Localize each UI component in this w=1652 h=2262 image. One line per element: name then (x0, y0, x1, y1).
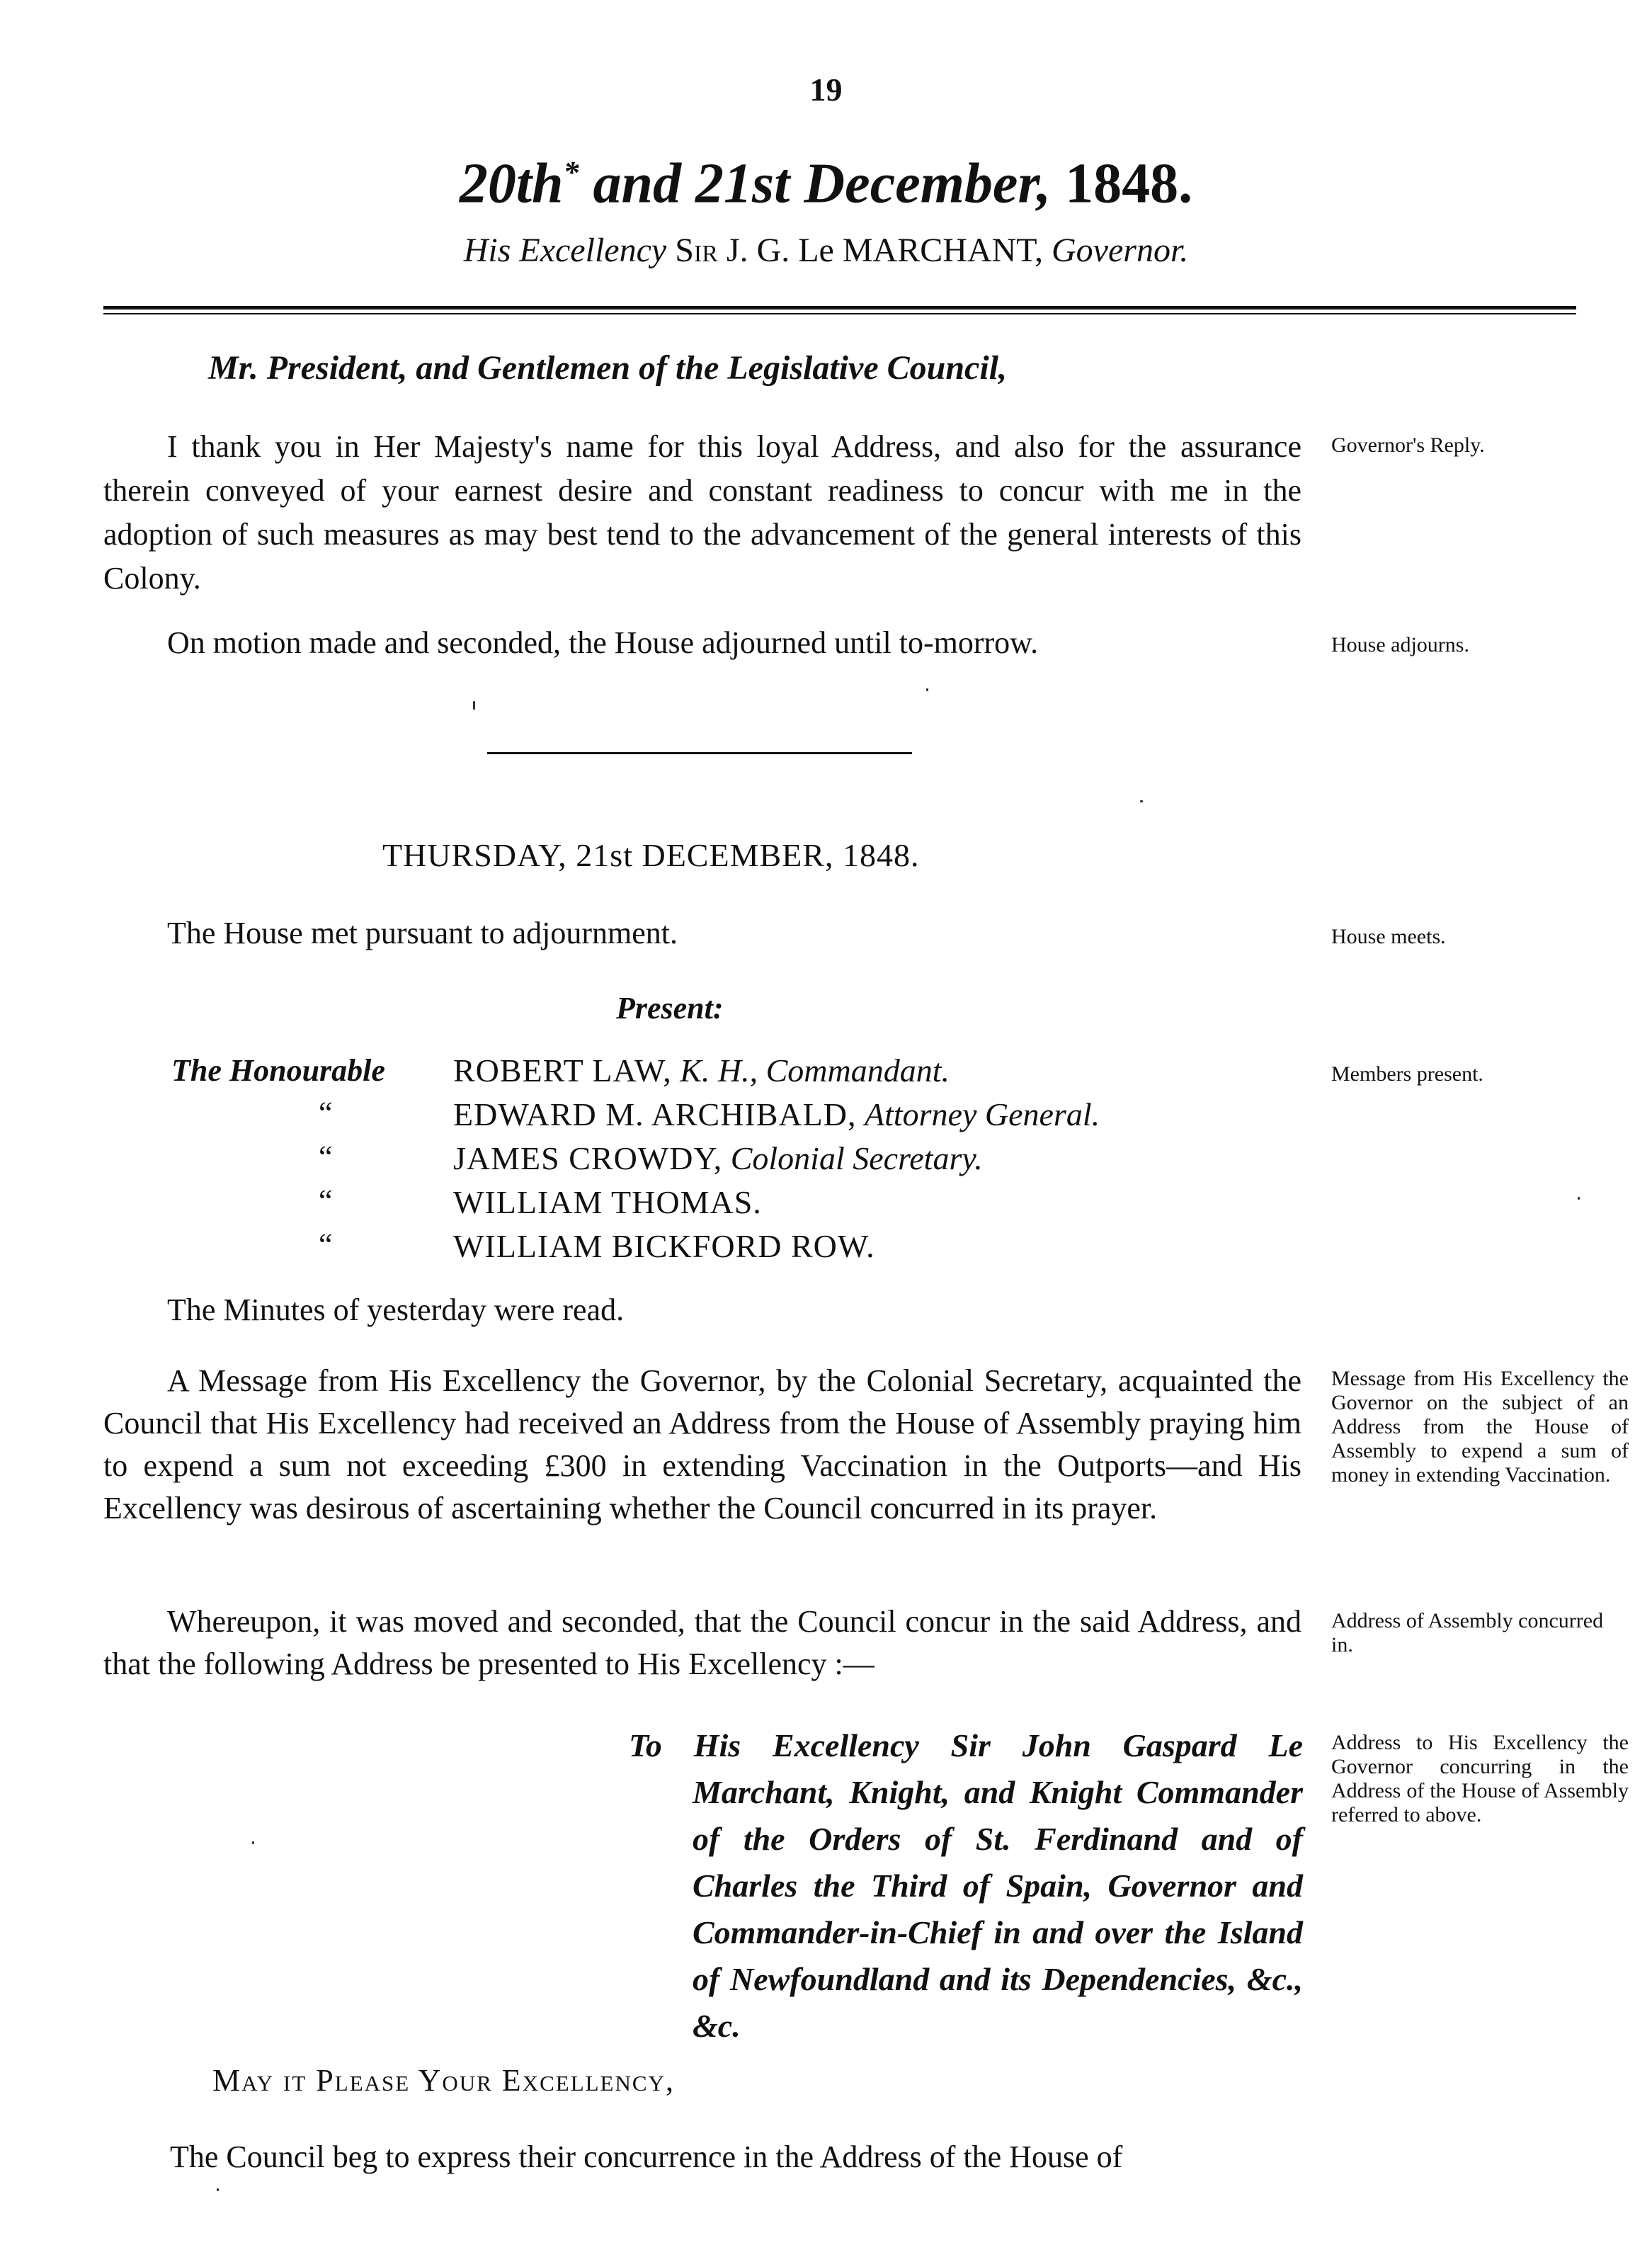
member-name: EDWARD M. ARCHIBALD, (453, 1096, 857, 1132)
subtitle-role: Governor. (1051, 232, 1189, 269)
page-subtitle (0, 229, 1652, 272)
title-asterisk: * (563, 155, 579, 190)
member-title: Colonial Secretary. (730, 1140, 983, 1176)
title-date-first: 20th (459, 152, 564, 215)
house-meets-note: House meets. (1331, 925, 1446, 948)
ditto-mark: “ (319, 1183, 333, 1218)
scan-speck (1578, 1197, 1580, 1200)
member-name: WILLIAM THOMAS. (453, 1184, 762, 1220)
subtitle-sir: Sir (675, 232, 718, 269)
date-heading: THURSDAY, 21st DECEMBER, 1848. (382, 837, 920, 873)
salutation: Mr. President, and Gentlemen of the Legislative Council, (208, 349, 1007, 387)
address-margin-note: Address to His Excellency the Governor concurring in the Address of the House of Assembly referred to above. (1331, 1731, 1629, 1826)
section-divider (487, 752, 912, 754)
ditto-mark: “ (319, 1139, 333, 1174)
ditto-mark: “ (319, 1227, 333, 1262)
message-margin-note: Message from His Excellency the Governor on the subject of an Address from the House of Assembly to expend a sum of money in extending Vaccination. (1331, 1367, 1629, 1487)
member-row (453, 1051, 1303, 1091)
message-paragraph: A Message from His Excellency the Governor, by the Colonial Secretary, acquainted the Council that His Excellency had received an Address from the House of Assembly praying him to expend a sum not exceeding £300 in extending Vaccination in the Outports—and His Excellency was desirous of ascertaining whether the Council concurred in its prayer. (103, 1363, 1301, 1525)
members-present-note: Members present. (1331, 1062, 1483, 1086)
scan-speck (926, 688, 928, 691)
honourable-label: The Honourable (171, 1053, 385, 1088)
address-recipient: To His Excellency Sir John Gaspard Le Marchant, Knight, and Knight Commander of the Orders of St. Ferdinand and of Charles the Third of Spain, Governor and Commander-in-Chief in and over the Island of Newfoundland and its Dependencies, &c., &c. (629, 1727, 1303, 2044)
title-date-second: 21st December, (695, 152, 1052, 215)
may-it-please: May it Please Your Excellency, (212, 2063, 675, 2098)
reply-margin-note: Governor's Reply. (1331, 433, 1485, 457)
final-line: The Council beg to express their concurrence in the Address of the House of (170, 2139, 1123, 2174)
title-and: and (579, 152, 696, 215)
member-row (453, 1227, 1303, 1266)
scan-speck (252, 1841, 254, 1844)
house-met-line: The House met pursuant to adjournment. (167, 916, 678, 950)
scan-speck (473, 701, 475, 710)
title-year: 1848. (1051, 152, 1193, 215)
member-row (453, 1139, 1303, 1178)
member-row (453, 1183, 1303, 1222)
header-rule-thick (103, 306, 1576, 309)
minutes-line: The Minutes of yesterday were read. (167, 1292, 625, 1327)
scan-speck (217, 2188, 219, 2191)
member-title: K. H., Commandant. (680, 1052, 950, 1089)
page-number: 19 (809, 72, 843, 108)
member-row (453, 1095, 1303, 1135)
whereupon-paragraph: Whereupon, it was moved and seconded, that the Council concur in the said Address, and that the following Address be presented to His Excellency :— (103, 1604, 1301, 1681)
adjourn-margin-note: House adjourns. (1331, 633, 1469, 657)
present-heading: Present: (616, 991, 724, 1025)
whereupon-margin-note: Address of Assembly concurred in. (1331, 1609, 1604, 1656)
page-title (0, 139, 1652, 218)
header-rule-thin (103, 313, 1576, 314)
member-name: WILLIAM BICKFORD ROW. (453, 1228, 875, 1264)
scan-speck (1140, 800, 1143, 802)
reply-paragraph: I thank you in Her Majesty's name for this loyal Address, and also for the assurance therein conveyed of your earnest desire and constant readiness to concur with me in the adoption of such measures as may best tend to the advancement of the general interests of this Colony. (103, 429, 1301, 596)
member-name: ROBERT LAW, (453, 1052, 672, 1089)
adjourn-line: On motion made and seconded, the House adjourned until to-morrow. (167, 625, 1039, 660)
subtitle-name: J. G. Le MARCHANT, (717, 232, 1043, 269)
member-title: Attorney General. (864, 1096, 1100, 1132)
ditto-mark: “ (319, 1096, 333, 1130)
subtitle-prefix: His Excellency (463, 232, 667, 269)
member-name: JAMES CROWDY, (453, 1140, 723, 1176)
